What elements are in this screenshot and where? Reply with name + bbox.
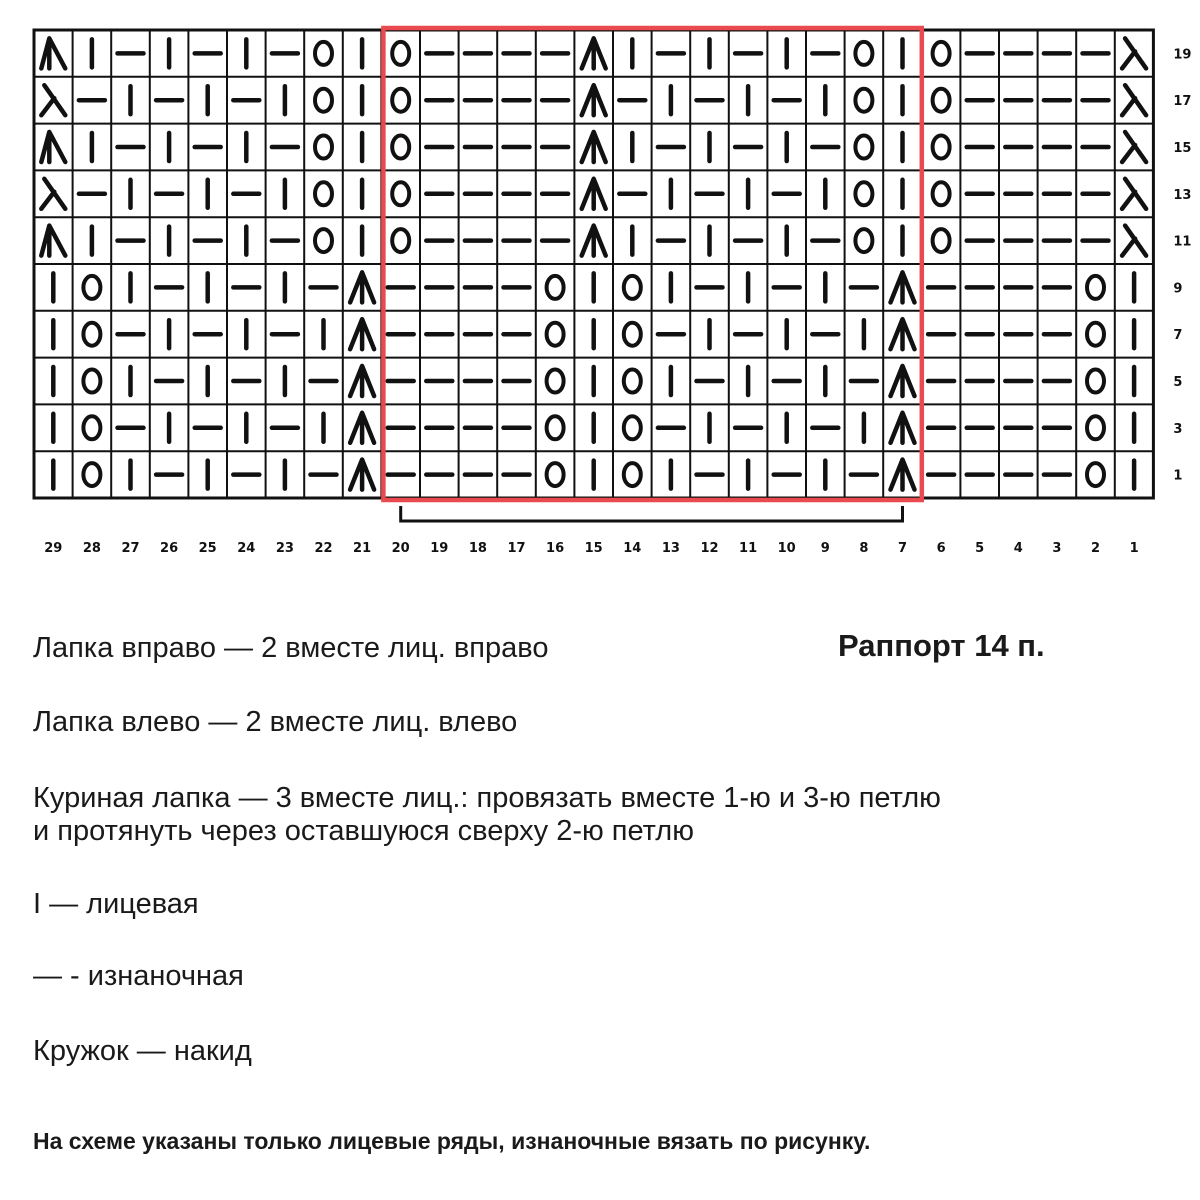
yarn-over-symbol — [392, 182, 409, 205]
column-number: 29 — [44, 541, 63, 556]
repeat-bracket — [401, 506, 903, 521]
yarn-over-symbol — [855, 136, 872, 159]
legend-left-decrease: Лапка влево — 2 вместе лиц. влево — [33, 706, 518, 738]
yarn-over-symbol — [1087, 416, 1104, 439]
yarn-over-symbol — [315, 229, 332, 252]
central-double-decrease-symbol — [891, 413, 915, 443]
yarn-over-symbol — [933, 229, 950, 252]
central-double-decrease-symbol — [582, 85, 606, 115]
chart-footnote: На схеме указаны только лицевые ряды, изнаночные вязать по рисунку. — [33, 1128, 871, 1154]
row-number: 5 — [1173, 375, 1183, 390]
central-double-decrease-symbol — [582, 179, 606, 209]
column-number: 3 — [1052, 541, 1062, 556]
column-number: 26 — [160, 541, 179, 556]
column-number: 6 — [936, 541, 946, 556]
yarn-over-symbol — [83, 416, 100, 439]
row-number: 3 — [1173, 421, 1183, 437]
yarn-over-symbol — [933, 182, 950, 205]
left-leaning-decrease-symbol — [1122, 226, 1146, 256]
yarn-over-symbol — [624, 416, 641, 439]
yarn-over-symbol — [1087, 276, 1104, 299]
column-number: 7 — [897, 541, 908, 556]
yarn-over-symbol — [392, 229, 409, 252]
left-leaning-decrease-symbol — [1122, 38, 1146, 68]
yarn-over-symbol — [83, 463, 100, 486]
column-number: 9 — [820, 541, 830, 556]
yarn-over-symbol — [392, 89, 409, 112]
column-number: 12 — [700, 541, 719, 556]
column-number: 1 — [1129, 541, 1139, 556]
column-number: 4 — [1013, 541, 1023, 556]
legend-purl: — - изнаночная — [33, 960, 244, 992]
column-number: 21 — [353, 541, 372, 556]
row-number: 19 — [1173, 47, 1192, 63]
yarn-over-symbol — [855, 182, 872, 205]
column-number: 13 — [661, 541, 680, 556]
central-double-decrease-symbol — [350, 460, 374, 490]
right-leaning-decrease-symbol — [41, 132, 65, 162]
yarn-over-symbol — [83, 323, 100, 346]
yarn-over-symbol — [624, 463, 641, 486]
column-number: 27 — [121, 541, 140, 556]
yarn-over-symbol — [624, 370, 641, 393]
column-number: 22 — [314, 541, 333, 556]
yarn-over-symbol — [855, 89, 872, 112]
yarn-over-symbol — [315, 89, 332, 112]
column-number: 17 — [507, 541, 526, 556]
central-double-decrease-symbol — [891, 460, 915, 490]
column-number: 16 — [546, 541, 565, 556]
legend-central-decrease: Куриная лапка — 3 вместе лиц.: провязать вместе 1-ю и 3-ю петлю — [33, 782, 941, 814]
left-leaning-decrease-symbol — [41, 85, 65, 115]
yarn-over-symbol — [392, 136, 409, 159]
column-number: 18 — [468, 541, 487, 556]
yarn-over-symbol — [547, 276, 564, 299]
legend-central-decrease-continued: и протянуть через оставшуюся сверху 2-ю петлю — [33, 815, 694, 847]
column-number: 23 — [275, 541, 294, 556]
yarn-over-symbol — [315, 182, 332, 205]
rapport-label: Раппорт 14 п. — [838, 628, 1045, 663]
right-leaning-decrease-symbol — [41, 38, 65, 68]
central-double-decrease-symbol — [350, 413, 374, 443]
central-double-decrease-symbol — [350, 272, 374, 302]
column-number: 19 — [430, 541, 449, 556]
yarn-over-symbol — [855, 42, 872, 65]
column-number: 14 — [623, 541, 642, 556]
central-double-decrease-symbol — [350, 366, 374, 396]
row-number: 9 — [1173, 281, 1183, 297]
column-number: 24 — [237, 541, 256, 556]
left-leaning-decrease-symbol — [1122, 85, 1146, 115]
row-number: 17 — [1173, 94, 1192, 110]
column-number: 5 — [975, 541, 985, 556]
column-number: 25 — [198, 541, 217, 556]
row-number: 15 — [1173, 141, 1192, 156]
yarn-over-symbol — [547, 463, 564, 486]
column-number: 11 — [739, 541, 758, 556]
left-leaning-decrease-symbol — [1122, 179, 1146, 209]
yarn-over-symbol — [855, 229, 872, 252]
column-number: 10 — [777, 541, 796, 556]
yarn-over-symbol — [392, 42, 409, 65]
legend-knit: I — лицевая — [33, 888, 199, 920]
central-double-decrease-symbol — [891, 319, 915, 349]
row-number: 13 — [1173, 187, 1192, 203]
yarn-over-symbol — [315, 42, 332, 65]
yarn-over-symbol — [1087, 323, 1104, 346]
yarn-over-symbol — [933, 89, 950, 112]
column-number: 2 — [1090, 541, 1101, 556]
yarn-over-symbol — [933, 136, 950, 159]
row-number: 1 — [1173, 468, 1183, 484]
central-double-decrease-symbol — [582, 132, 606, 162]
central-double-decrease-symbol — [350, 319, 374, 349]
left-leaning-decrease-symbol — [1122, 132, 1146, 162]
central-double-decrease-symbol — [891, 272, 915, 302]
central-double-decrease-symbol — [891, 366, 915, 396]
yarn-over-symbol — [1087, 370, 1104, 393]
central-double-decrease-symbol — [582, 38, 606, 68]
yarn-over-symbol — [83, 370, 100, 393]
yarn-over-symbol — [547, 370, 564, 393]
legend-yarn-over: Кружок — накид — [33, 1035, 252, 1067]
central-double-decrease-symbol — [582, 226, 606, 256]
row-number: 7 — [1173, 328, 1183, 344]
yarn-over-symbol — [933, 42, 950, 65]
yarn-over-symbol — [547, 416, 564, 439]
column-number: 28 — [82, 541, 101, 556]
legend-right-decrease: Лапка вправо — 2 вместе лиц. вправо — [33, 632, 549, 664]
right-leaning-decrease-symbol — [41, 226, 65, 256]
yarn-over-symbol — [83, 276, 100, 299]
row-number: 11 — [1173, 234, 1192, 250]
yarn-over-symbol — [547, 323, 564, 346]
knitting-chart — [0, 0, 1200, 580]
column-number: 20 — [391, 541, 410, 556]
left-leaning-decrease-symbol — [41, 179, 65, 209]
yarn-over-symbol — [1087, 463, 1104, 486]
column-number: 15 — [584, 541, 603, 556]
column-number: 8 — [859, 541, 869, 556]
yarn-over-symbol — [315, 136, 332, 159]
yarn-over-symbol — [624, 276, 641, 299]
yarn-over-symbol — [624, 323, 641, 346]
